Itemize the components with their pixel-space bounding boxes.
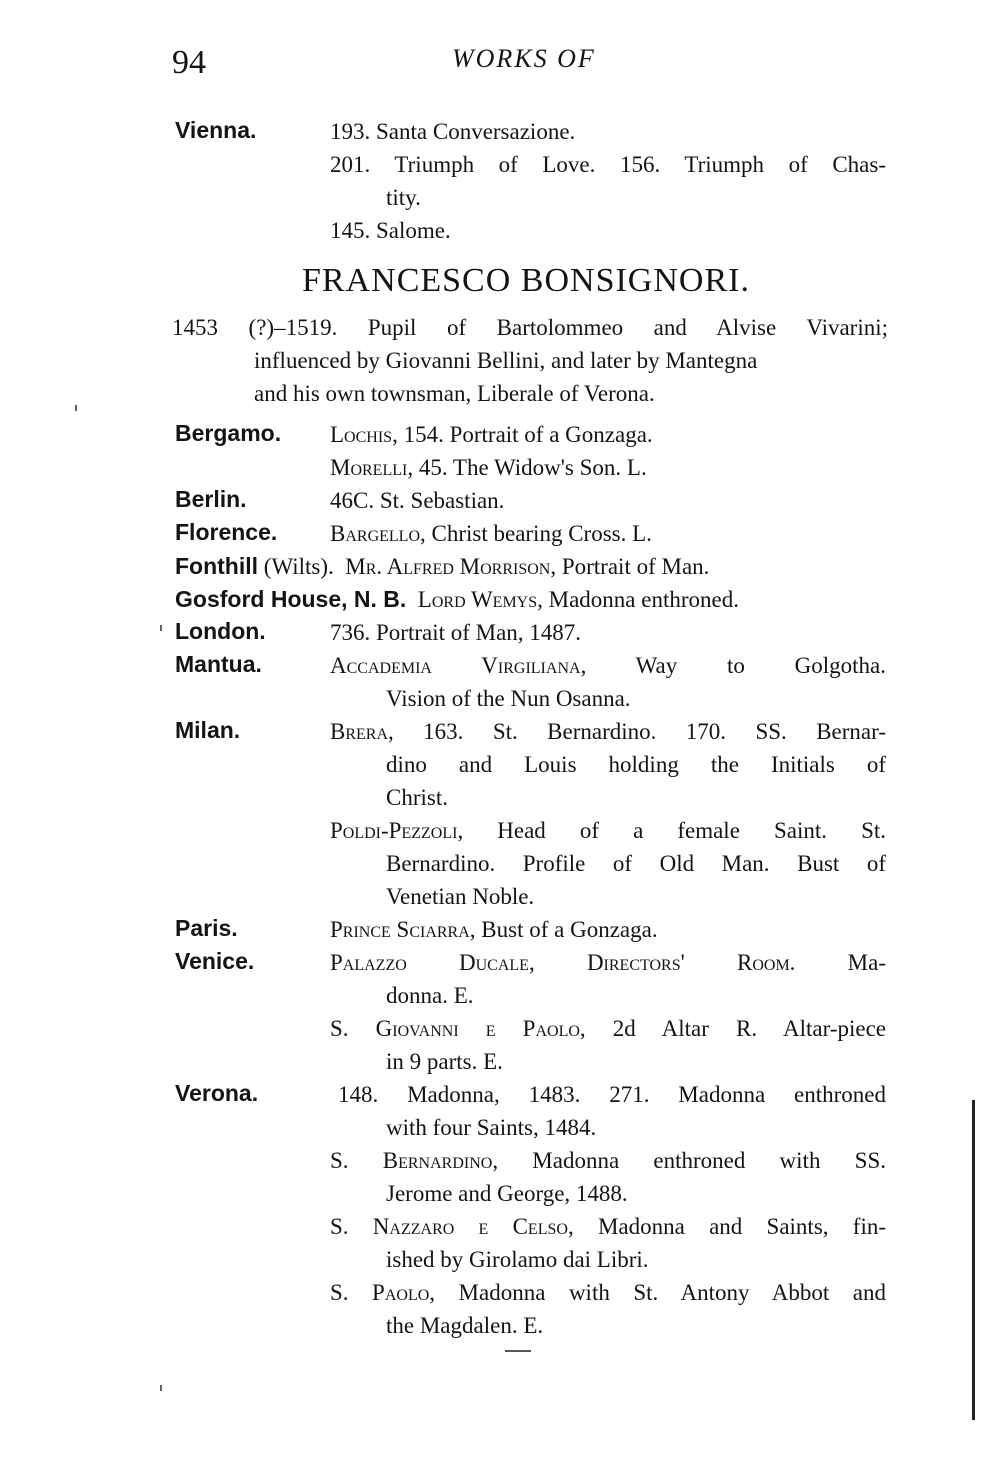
city-venice: Venice. bbox=[175, 948, 255, 974]
entry-milan bbox=[330, 715, 886, 913]
entry-line bbox=[330, 1276, 886, 1309]
intro-line: and his own townsman, Liberale of Verona. bbox=[254, 381, 655, 406]
entry-line: donna. E. bbox=[386, 983, 474, 1008]
collection-name: Mr. Alfred Morrison bbox=[345, 554, 551, 579]
entry-line bbox=[330, 649, 886, 682]
scan-speck bbox=[160, 625, 162, 631]
entry-text: , Madonna with St. Antony Abbot and bbox=[429, 1280, 886, 1305]
section-heading: FRANCESCO BONSIGNORI. bbox=[302, 262, 750, 299]
city-vienna: Vienna. bbox=[175, 117, 257, 143]
entry-line: 201. Triumph of Love. 156. Triumph of Chas- bbox=[330, 152, 886, 177]
city-london: London. bbox=[175, 618, 266, 644]
entry-line: 145. Salome. bbox=[330, 218, 451, 243]
collection-name: Morelli bbox=[330, 455, 408, 480]
collection-name: Poldi-Pezzoli bbox=[330, 818, 458, 843]
entry-line bbox=[330, 1144, 886, 1177]
entry-line: 148. Madonna, 1483. 271. Madonna enthroned bbox=[338, 1082, 886, 1107]
collection-name: Prince Sciarra bbox=[330, 917, 470, 942]
page-number: 94 bbox=[172, 44, 206, 81]
entry-vienna bbox=[330, 115, 886, 247]
city-verona: Verona. bbox=[175, 1080, 259, 1106]
city-milan: Milan. bbox=[175, 717, 241, 743]
entry-text: , Way to Golgotha. bbox=[580, 653, 886, 678]
collection-name: Bargello bbox=[330, 521, 420, 546]
entry-line: Vision of the Nun Osanna. bbox=[386, 686, 631, 711]
entry-text: , Head of a female Saint. St. bbox=[457, 818, 886, 843]
city-note: (Wilts). bbox=[263, 554, 334, 579]
collection-name: Palazzo Ducale, Directors' Room. bbox=[330, 950, 796, 975]
collection-name: S. Bernardino bbox=[330, 1148, 493, 1173]
collection-name: Accademia Virgiliana bbox=[330, 653, 581, 678]
city-berlin: Berlin. bbox=[175, 486, 247, 512]
city-paris: Paris. bbox=[175, 915, 238, 941]
entry-gosford bbox=[175, 583, 886, 616]
entry-line: Venetian Noble. bbox=[386, 884, 535, 909]
entry-text: Ma- bbox=[795, 950, 886, 975]
city-bergamo: Bergamo. bbox=[175, 420, 282, 446]
entry-text: , Madonna enthroned with SS. bbox=[492, 1148, 886, 1173]
entry-line bbox=[330, 418, 886, 451]
entry-line bbox=[330, 913, 886, 946]
entry-florence bbox=[330, 517, 886, 550]
collection-name: S. Giovanni e Paolo bbox=[330, 1016, 580, 1041]
entry-line: 736. Portrait of Man, 1487. bbox=[330, 620, 582, 645]
scan-speck bbox=[75, 405, 77, 411]
entry-text: , Bust of a Gonzaga. bbox=[469, 917, 658, 942]
running-title: WORKS OF bbox=[452, 44, 596, 73]
entry-line bbox=[175, 583, 886, 616]
intro-line: influenced by Giovanni Bellini, and later by Mantegna bbox=[254, 348, 758, 373]
entry-london bbox=[330, 616, 886, 649]
entry-line: Christ. bbox=[386, 785, 448, 810]
entry-line: ished by Girolamo dai Libri. bbox=[386, 1247, 649, 1272]
entry-verona bbox=[330, 1078, 886, 1342]
entry-mantua bbox=[330, 649, 886, 715]
entry-line: 46C. St. Sebastian. bbox=[330, 488, 505, 513]
entry-paris bbox=[330, 913, 886, 946]
entry-line: tity. bbox=[386, 185, 421, 210]
city-gosford: Gosford House, N. B. bbox=[175, 586, 407, 612]
entry-bergamo bbox=[330, 418, 886, 484]
collection-name: Lord Wemys bbox=[417, 587, 538, 612]
ornament-dash bbox=[505, 1350, 531, 1352]
entry-line bbox=[330, 715, 886, 748]
entry-line: in 9 parts. E. bbox=[386, 1049, 503, 1074]
entry-line bbox=[330, 517, 886, 550]
entry-fonthill bbox=[175, 550, 886, 583]
entry-line: the Magdalen. E. bbox=[386, 1313, 544, 1338]
entry-line bbox=[175, 550, 886, 583]
city-fonthill: Fonthill bbox=[175, 553, 259, 579]
entry-text: , 2d Altar R. Altar-piece bbox=[579, 1016, 886, 1041]
entry-berlin bbox=[330, 484, 886, 517]
entry-line bbox=[330, 1012, 886, 1045]
entry-line: Bernardino. Profile of Old Man. Bust of bbox=[386, 851, 886, 876]
collection-name: S. Paolo bbox=[330, 1280, 430, 1305]
artist-intro bbox=[172, 311, 888, 410]
entry-line bbox=[330, 1210, 886, 1243]
collection-name: Brera bbox=[330, 719, 389, 744]
entry-line: 193. Santa Conversazione. bbox=[330, 119, 576, 144]
entry-line: dino and Louis holding the Initials of bbox=[386, 752, 886, 777]
entry-text: , Madonna enthroned. bbox=[537, 587, 739, 612]
entry-line: Jerome and George, 1488. bbox=[386, 1181, 628, 1206]
entry-line bbox=[330, 451, 886, 484]
entry-line: with four Saints, 1484. bbox=[386, 1115, 597, 1140]
entry-text: , 45. The Widow's Son. L. bbox=[407, 455, 647, 480]
intro-line: 1453 (?)–1519. Pupil of Bartolommeo and Alvise Vivarini; bbox=[172, 315, 888, 340]
collection-name: S. Nazzaro e Celso bbox=[330, 1214, 568, 1239]
city-mantua: Mantua. bbox=[175, 651, 262, 677]
entry-venice bbox=[330, 946, 886, 1078]
entry-line bbox=[330, 814, 886, 847]
entry-text: , 154. Portrait of a Gonzaga. bbox=[392, 422, 653, 447]
entry-text: , Christ bearing Cross. L. bbox=[420, 521, 652, 546]
entry-text: , Portrait of Man. bbox=[550, 554, 710, 579]
entry-text: , Madonna and Saints, fin- bbox=[567, 1214, 886, 1239]
scan-edge-line bbox=[972, 1100, 975, 1420]
entry-text: , 163. St. Bernardino. 170. SS. Bernar- bbox=[388, 719, 886, 744]
city-florence: Florence. bbox=[175, 519, 278, 545]
entry-line bbox=[330, 946, 886, 979]
collection-name: Lochis bbox=[330, 422, 393, 447]
scan-speck bbox=[160, 1385, 162, 1391]
